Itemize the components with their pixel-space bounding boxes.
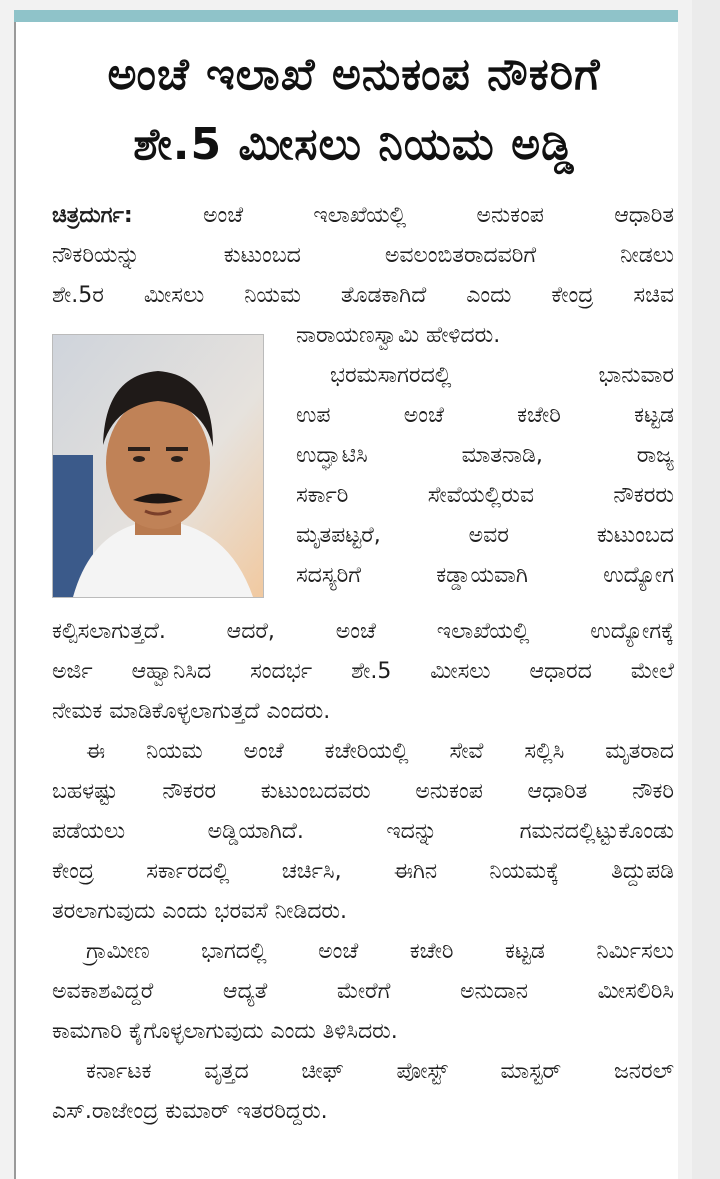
section-accent-bar: [14, 10, 678, 22]
headline-line-2: ಶೇ.5 ಮೀಸಲು ನಿಯಮ ಅಡ್ಡಿ: [133, 119, 575, 170]
dateline: ಚಿತ್ರದುರ್ಗ:: [52, 203, 133, 228]
text-line: ಮೃತಪಟ್ಟರೆ, ಅವರ ಕುಟುಂಬದ: [296, 523, 674, 548]
text-line: ನಾರಾಯಣಸ್ವಾಮಿ ಹೇಳಿದರು.: [296, 323, 501, 348]
article-intro: [52, 196, 674, 316]
text-line: ಈ ನಿಯಮ ಅಂಚೆ ಕಚೇರಿಯಲ್ಲಿ ಸೇವೆ ಸಲ್ಲಿಸಿ ಮೃತರಾದ: [86, 739, 674, 764]
portrait-photo: [52, 334, 264, 598]
text-line: ಪಡೆಯಲು ಅಡ್ಡಿಯಾಗಿದೆ. ಇದನ್ನು ಗಮನದಲ್ಲಿಟ್ಟುಕೊಂಡು: [52, 819, 674, 844]
article-headline: [34, 40, 674, 180]
article-column-right: [296, 316, 674, 596]
text-line: ಕಾಮಗಾರಿ ಕೈಗೊಳ್ಳಲಾಗುವುದು ಎಂದು ತಿಳಿಸಿದರು.: [52, 1019, 398, 1044]
text-line: ನೌಕರಿಯನ್ನು ಕುಟುಂಬದ ಅವಲಂಬಿತರಾದವರಿಗೆ ನೀಡಲು: [52, 243, 674, 268]
text-line: ಉಪ ಅಂಚೆ ಕಚೇರಿ ಕಟ್ಟಡ: [296, 403, 674, 428]
text-line: ಕೇಂದ್ರ ಸರ್ಕಾರದಲ್ಲಿ ಚರ್ಚಿಸಿ, ಈಗಿನ ನಿಯಮಕ್ಕೆ ತಿದ್ದುಪಡಿ: [52, 859, 674, 884]
text-line: ಸದಸ್ಯರಿಗೆ ಕಡ್ಡಾಯವಾಗಿ ಉದ್ಯೋಗ: [296, 563, 674, 588]
text-line: ಕಲ್ಪಿಸಲಾಗುತ್ತದೆ. ಆದರೆ, ಅಂಚೆ ಇಲಾಖೆಯಲ್ಲಿ ಉದ್ಯೋಗಕ್ಕೆ: [52, 619, 674, 644]
text-line: ಕರ್ನಾಟಕ ವೃತ್ತದ ಚೀಫ್ ಪೋಸ್ಟ್ ಮಾಸ್ಟರ್ ಜನರಲ್: [86, 1059, 674, 1084]
text-line: ಭರಮಸಾಗರದಲ್ಲಿ ಭಾನುವಾರ: [330, 363, 674, 388]
text-line: ಗ್ರಾಮೀಣ ಭಾಗದಲ್ಲಿ ಅಂಚೆ ಕಚೇರಿ ಕಟ್ಟಡ ನಿರ್ಮಿಸಲು: [86, 939, 674, 964]
right-margin: [692, 0, 720, 1179]
article-body: [52, 612, 674, 1132]
text-line: ಚಿತ್ರದುರ್ಗ: ಅಂಚೆ ಇಲಾಖೆಯಲ್ಲಿ ಅನುಕಂಪ ಆಧಾರಿತ: [52, 203, 674, 228]
text-line: ಉದ್ಘಾಟಿಸಿ ಮಾತನಾಡಿ, ರಾಜ್ಯ: [296, 443, 674, 468]
text-line: ಶೇ.5ರ ಮೀಸಲು ನಿಯಮ ತೊಡಕಾಗಿದೆ ಎಂದು ಕೇಂದ್ರ ಸಚಿವ: [52, 283, 674, 308]
text-line: ಅರ್ಜಿ ಆಹ್ವಾನಿಸಿದ ಸಂದರ್ಭ ಶೇ.5 ಮೀಸಲು ಆಧಾರದ ಮೇಲೆ: [52, 659, 674, 684]
text-line: ನೇಮಕ ಮಾಡಿಕೊಳ್ಳಲಾಗುತ್ತದೆ ಎಂದರು.: [52, 699, 331, 724]
headline-line-1: ಅಂಚೆ ಇಲಾಖೆ ಅನುಕಂಪ ನೌಕರಿಗೆ: [107, 49, 601, 100]
text-line: ತರಲಾಗುವುದು ಎಂದು ಭರವಸೆ ನೀಡಿದರು.: [52, 899, 348, 924]
text-line: ಬಹಳಷ್ಟು ನೌಕರರ ಕುಟುಂಬದವರು ಅನುಕಂಪ ಆಧಾರಿತ ನೌಕರಿ: [52, 779, 674, 804]
text-line: ಸರ್ಕಾರಿ ಸೇವೆಯಲ್ಲಿರುವ ನೌಕರರು: [296, 483, 674, 508]
text-line: ಎಸ್.ರಾಜೇಂದ್ರ ಕುಮಾರ್ ಇತರರಿದ್ದರು.: [52, 1099, 328, 1124]
text-line: ಅವಕಾಶವಿದ್ದರೆ ಆದ್ಯತೆ ಮೇರೆಗೆ ಅನುದಾನ ಮೀಸಲಿರಿಸಿ: [52, 979, 674, 1004]
